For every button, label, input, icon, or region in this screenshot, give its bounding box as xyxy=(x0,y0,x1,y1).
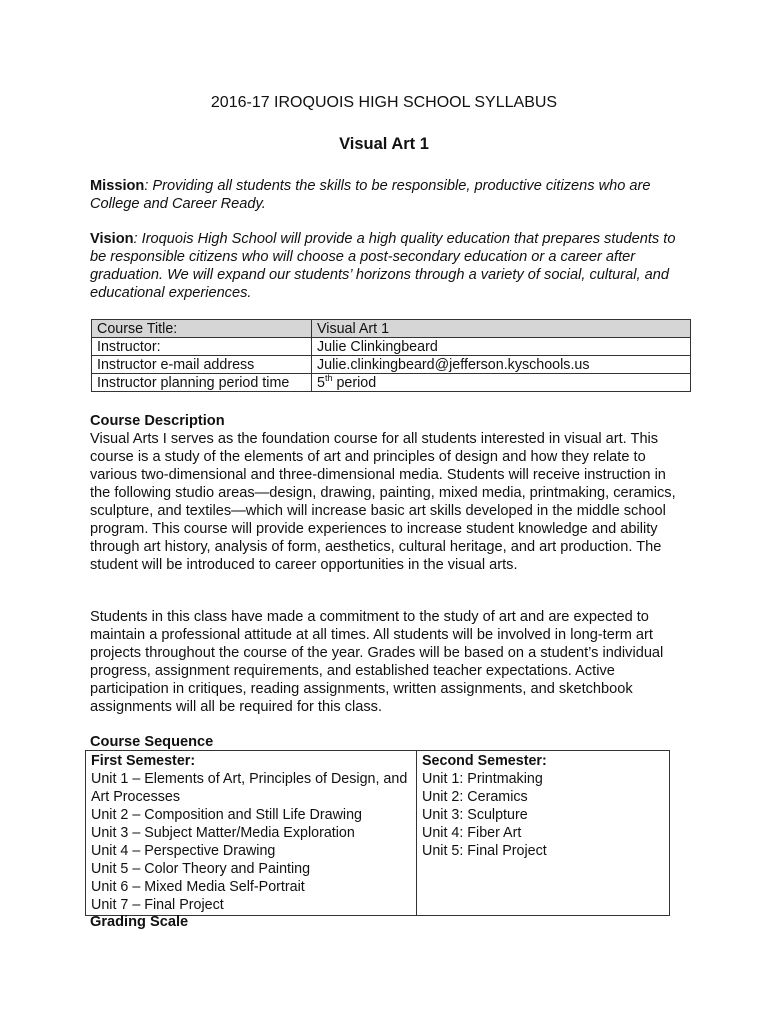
list-item: Unit 4 – Perspective Drawing xyxy=(91,843,276,859)
email-label: Instructor e-mail address xyxy=(92,356,312,374)
list-item: Unit 4: Fiber Art xyxy=(422,825,522,841)
list-item: Unit 1: Printmaking xyxy=(422,771,543,787)
syllabus-title: 2016-17 IROQUOIS HIGH SCHOOL SYLLABUS xyxy=(210,94,558,111)
list-item: Unit 2 – Composition and Still Life Drawing xyxy=(91,807,362,823)
planning-period-label: Instructor planning period time xyxy=(92,374,312,392)
course-sequence-heading: Course Sequence xyxy=(90,734,214,750)
table-row xyxy=(92,320,691,338)
instructor-value: Julie Clinkingbeard xyxy=(312,338,691,356)
instructor-label: Instructor: xyxy=(92,338,312,356)
course-info-table xyxy=(91,319,691,392)
course-description-paragraph-2: Students in this class have made a commitment to the study of art and are expected to maintain a professional attitude at all times. All students will be involved in long-term art projects throughout the course of the year. Grades will be based on a student’s individual progress, assignment requirements, and established teacher expectations. Active participation in critiques, reading assignments, written assignments, and sketchbook assignments will all be required for this class. xyxy=(90,609,664,715)
mission-label: Mission xyxy=(90,178,145,194)
grading-scale-heading: Grading Scale xyxy=(90,914,189,930)
second-semester-cell xyxy=(417,751,670,916)
period-number: 5 xyxy=(317,374,325,391)
course-description-paragraph-1: Visual Arts I serves as the foundation course for all students interested in visual art. This course is a study of the elements of art and principles of design and how they relate to various two-dimensional and three-dimensional media. Students will receive instruction in the following studio areas—design, drawing, painting, mixed media, printmaking, ceramics, sculpture, and textiles—which will increase basic art skills developed in the middle school program. This course will provide experiences to increase student knowledge and ability through art history, analysis of form, aesthetics, cultural heritage, and art production. The student will be introduced to career opportunities in the visual arts. xyxy=(90,431,676,573)
vision-text: : Iroquois High School will provide a high quality education that prepares students to be responsible citizens who will choose a post-secondary education or a career after graduation. We will expand our students’ horizons through a variety of social, cultural, and educational experiences. xyxy=(90,231,676,301)
vision-statement xyxy=(90,230,690,302)
mission-statement xyxy=(90,177,690,213)
vision-label: Vision xyxy=(90,231,134,247)
course-heading: Visual Art 1 xyxy=(339,135,429,153)
list-item: Unit 7 – Final Project xyxy=(91,897,224,913)
first-semester-title: First Semester: xyxy=(91,753,196,769)
mission-text: : Providing all students the skills to be responsible, productive citizens who are College and Career Ready. xyxy=(90,178,651,212)
course-sequence-table xyxy=(85,750,670,916)
list-item: Unit 5: Final Project xyxy=(422,843,547,859)
planning-period-value xyxy=(312,374,691,392)
first-semester-cell xyxy=(86,751,417,916)
period-word: period xyxy=(332,374,377,391)
table-row xyxy=(92,374,691,392)
table-row xyxy=(92,338,691,356)
course-title-label: Course Title: xyxy=(92,320,312,338)
period-suffix: th xyxy=(324,372,333,383)
list-item: Unit 1 – Elements of Art, Principles of Design, and Art Processes xyxy=(91,771,408,805)
course-description-heading: Course Description xyxy=(90,413,225,429)
list-item: Unit 2: Ceramics xyxy=(422,789,528,805)
list-item: Unit 3: Sculpture xyxy=(422,807,528,823)
table-row xyxy=(86,751,670,916)
email-value[interactable]: Julie.clinkingbeard@jefferson.kyschools.us xyxy=(312,356,691,374)
list-item: Unit 5 – Color Theory and Painting xyxy=(91,861,311,877)
list-item: Unit 3 – Subject Matter/Media Exploration xyxy=(91,825,355,841)
table-row xyxy=(92,356,691,374)
course-title-value: Visual Art 1 xyxy=(312,320,691,338)
list-item: Unit 6 – Mixed Media Self-Portrait xyxy=(91,879,305,895)
second-semester-title: Second Semester: xyxy=(422,753,547,769)
